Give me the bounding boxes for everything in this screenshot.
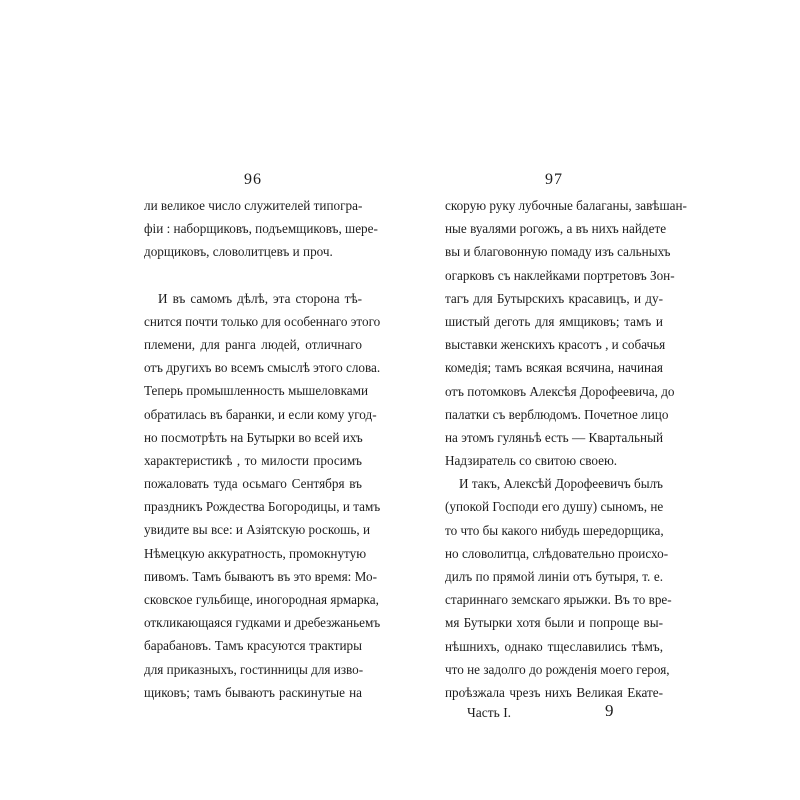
text-line: (упокой Господи его душу) сыномъ, не [445, 499, 664, 515]
text-line: шистый деготь для ямщиковъ; тамъ и [445, 313, 663, 329]
text-line: вы и благовонную помаду изъ сальныхъ [445, 244, 671, 260]
text-line: нѣшнихъ, однако тщеславились тѣмъ, [445, 638, 663, 654]
text-line: огарковъ съ наклейками портретовъ Зон- [445, 267, 675, 283]
text-line: Теперь промышленность мышеловками [144, 383, 369, 399]
text-line: проѣзжала чрезъ нихъ Великая Екате- [445, 684, 663, 700]
page-footer [445, 701, 663, 727]
text-line: щиковъ; тамъ бываютъ раскинутые на [144, 684, 362, 700]
text-line: скорую руку лубочные балаганы, завѣшан- [445, 198, 687, 213]
text-line: но словолитца, слѣдовательно происхо- [445, 545, 669, 561]
text-line: но посмотрѣть на Бутырки во всей ихъ [144, 429, 363, 445]
text-line: праздникъ Рождества Богородицы, и тамъ [144, 499, 381, 515]
text-line: то что бы какого нибудь шередорщика, [445, 522, 664, 538]
signature-label: Часть I. [467, 705, 512, 721]
right-paragraph-1 [445, 194, 687, 472]
page-number-right: 97 [545, 171, 563, 188]
text-line: тагъ для Бутырскихъ красавицъ, и ду- [445, 290, 663, 306]
text-line: И въ самомъ дѣлѣ, эта сторона тѣ- [158, 290, 362, 306]
text-line: снится почти только для особеннаго этого [144, 313, 381, 329]
left-paragraph-1 [144, 194, 378, 264]
text-line: увидите вы все: и Азіятскую роскошь, и [144, 522, 370, 538]
text-line: ли великое число служителей типогра- [144, 198, 363, 213]
text-line: для приказныхъ, гостинницы для изво- [144, 661, 364, 677]
text-line: Нѣмецкую аккуратность, промокнутую [144, 545, 367, 561]
text-line: отъ потомковъ Алексѣя Дорофеевича, до [445, 383, 675, 399]
text-line: барабановъ. Тамъ красуются трактиры [144, 638, 362, 654]
text-line: сковское гульбище, иногородная ярмарка, [144, 592, 379, 607]
text-line: комедія; тамъ всякая всячина, начиная [445, 360, 663, 376]
text-line: дилъ по прямой линіи отъ бутыря, т. е. [445, 569, 663, 584]
text-line: И такъ, Алексѣй Дорофеевичъ былъ [459, 476, 663, 492]
text-line: характеристикѣ , то милости просимъ [144, 452, 362, 468]
text-line: отъ другихъ во всемъ смыслѣ этого слова. [144, 360, 381, 376]
page-number-left: 96 [244, 171, 262, 188]
text-line: пивомъ. Тамъ бываютъ въ это время: Мо- [144, 568, 378, 584]
text-line: Надзиратель со свитою своею. [445, 453, 618, 469]
signature-mark: 9 [605, 701, 614, 721]
text-line: на этомъ гуляньѣ есть — Квартальный [445, 429, 664, 445]
text-line: фіи : наборщиковъ, подъемщиковъ, шере- [144, 221, 378, 237]
text-line: выставки женскихъ красотъ , и собачья [445, 337, 666, 353]
text-line: мя Бутырки хотя были и попроще вы- [445, 615, 663, 631]
left-paragraph-2 [144, 287, 381, 704]
left-page [144, 166, 381, 704]
text-line: дорщиковъ, словолитцевъ и проч. [144, 244, 333, 260]
text-line: обратилась въ баранки, и если кому угод- [144, 406, 377, 422]
text-line: ные вуалями рогожъ, а въ нихъ найдете [445, 221, 667, 237]
right-page [445, 166, 687, 727]
text-line: палатки съ верблюдомъ. Почетное лицо [445, 406, 669, 422]
text-line: откликающаяся гудками и дребезжаньемъ [144, 615, 381, 631]
text-line: племени, для ранга людей, отличнаго [144, 336, 362, 352]
text-line: стариннаго земскаго ярыжки. Въ то вре- [445, 592, 672, 608]
paragraph-gap [144, 264, 362, 287]
text-line: что не задолго до рожденія моего героя, [445, 661, 670, 677]
right-paragraph-2 [445, 472, 672, 704]
text-line: пожаловать туда осьмаго Сентября въ [144, 476, 362, 492]
